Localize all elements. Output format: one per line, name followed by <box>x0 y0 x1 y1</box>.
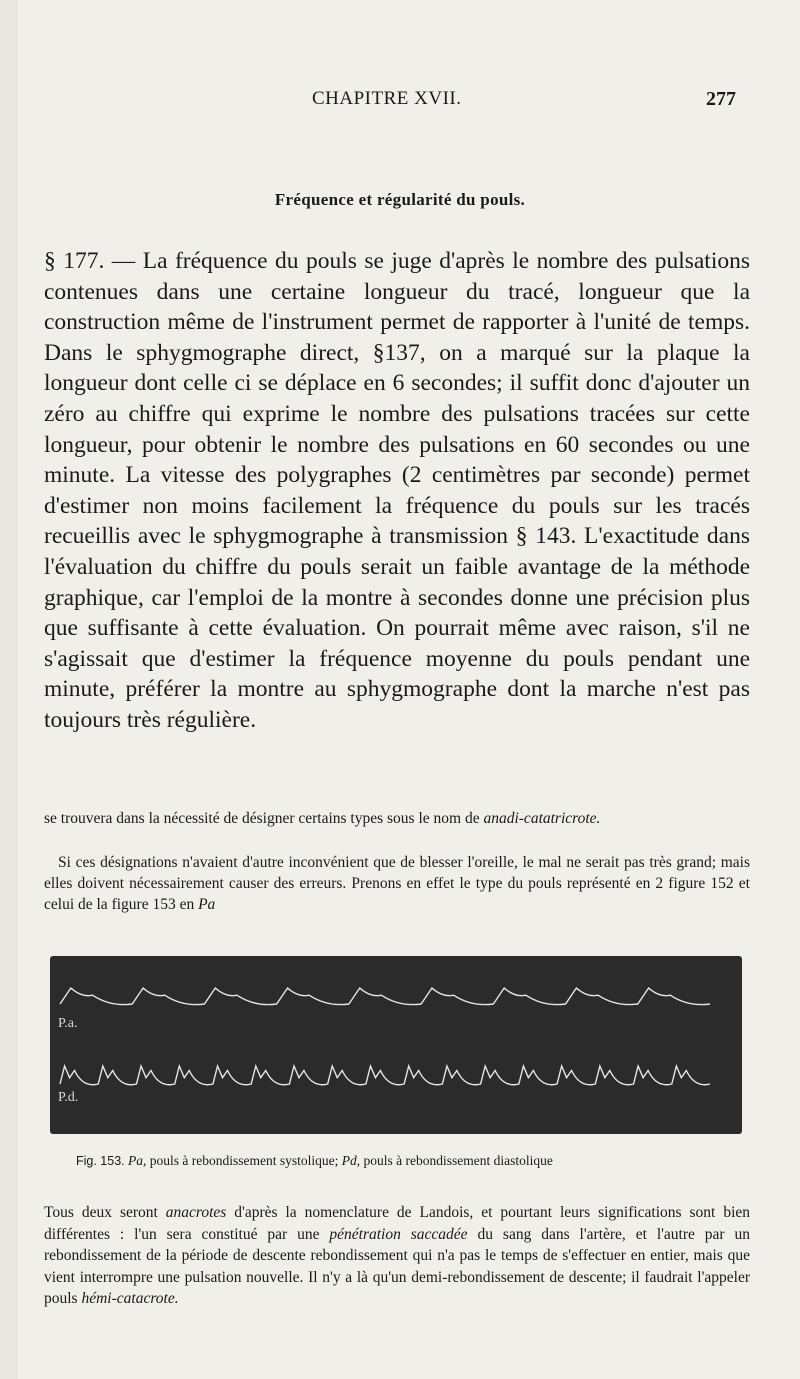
section-title: Fréquence et régularité du pouls. <box>274 190 526 209</box>
figure-caption <box>76 1152 756 1170</box>
term-anacrotes: anacrotes <box>165 1204 227 1221</box>
running-header <box>0 88 800 112</box>
caption-text: pouls à rebondissement diastolique <box>360 1153 553 1168</box>
pulse-trace-figure <box>50 956 742 1134</box>
pulse-trace-svg <box>50 956 742 1134</box>
bottom-paragraph <box>44 1202 750 1310</box>
trace-label-pa: P.a. <box>58 1016 78 1031</box>
term-hemi-catacrote: hémi-catacrote. <box>81 1290 179 1308</box>
main-paragraph: § 177. — La fréquence du pouls se juge d'après le nombre des pulsations contenues dans une certaine longueur du tracé, longueur que la construction même de l'instrument permet de rapporter à l'unité de temps. Dans le sphygmographe direct, §137, on a marqué sur la plaque la longueur dont celle ci se déplace en 6 secondes; il suffit donc d'ajouter un zéro au chiffre qui exprime le nombre des pulsations tracées sur cette longueur, pour obtenir le nombre des pulsations en 60 secondes ou une minute. La vitesse des polygraphes (2 centimètres par seconde) permet d'estimer non moins facilement la fréquence du pouls sur les tracés recueillis avec le sphygmographe à transmission § 143. L'exactitude dans l'évaluation du chiffre du pouls serait un faible avantage de la méthode graphique, car l'emploi de la montre à secondes donne une précision plus que suffisante à cette évaluation. On pourrait même avec raison, s'il ne s'agissait que d'estimer la fréquence moyenne du pouls pendant une minute, préférer la montre au sphygmographe dont la marche n'est pas toujours très régulière. <box>44 248 750 733</box>
trace-label-pd: P.d. <box>58 1090 79 1105</box>
page-number: 277 <box>706 88 736 110</box>
text-run: Tous deux seront <box>44 1204 166 1221</box>
term-penetration: pénétration saccadée <box>329 1225 468 1243</box>
text-run: d'après la nomenclature de Landois, et pourtant leurs significations sont bien différentes : l'un sera constitué par une <box>44 1204 750 1243</box>
note-text: Si ces désignations n'avaient d'autre inconvénient que de blesser l'oreille, le mal ne serait pas très grand; mais elles doivent nécessairement causer des erreurs. Prenons en effet le type du pouls représenté en 2 figure 152 et celui de la figure 153 en <box>44 854 750 913</box>
caption-prefix: Fig. 153. <box>76 1154 125 1168</box>
caption-pd: Pd, <box>341 1153 361 1168</box>
caption-text: pouls à rebondissement systolique; <box>146 1153 342 1168</box>
chapter-heading: CHAPITRE XVII. <box>312 88 462 109</box>
note-term: anadi-catatricrote. <box>483 810 601 827</box>
note-paragraph-2 <box>44 852 750 915</box>
note-paragraph-1 <box>44 808 750 829</box>
note-text: se trouvera dans la nécessité de désigner certains types sous le nom de <box>44 810 484 827</box>
text-run: du sang dans l'artère, et l'autre par un rebondissement de la période de descente rebondissement qui n'a pas le temps de s'effectuer en entier, mais que vient interrompre une pulsation nouvelle. Il n'y a là qu'un demi-rebondissement de descente; il faudrait l'appeler pouls <box>44 1225 751 1308</box>
trace-pa-line <box>60 988 710 1005</box>
trace-pd-line <box>60 1066 710 1085</box>
caption-pa: Pa, <box>128 1153 147 1168</box>
note-term: Pa <box>198 896 216 913</box>
